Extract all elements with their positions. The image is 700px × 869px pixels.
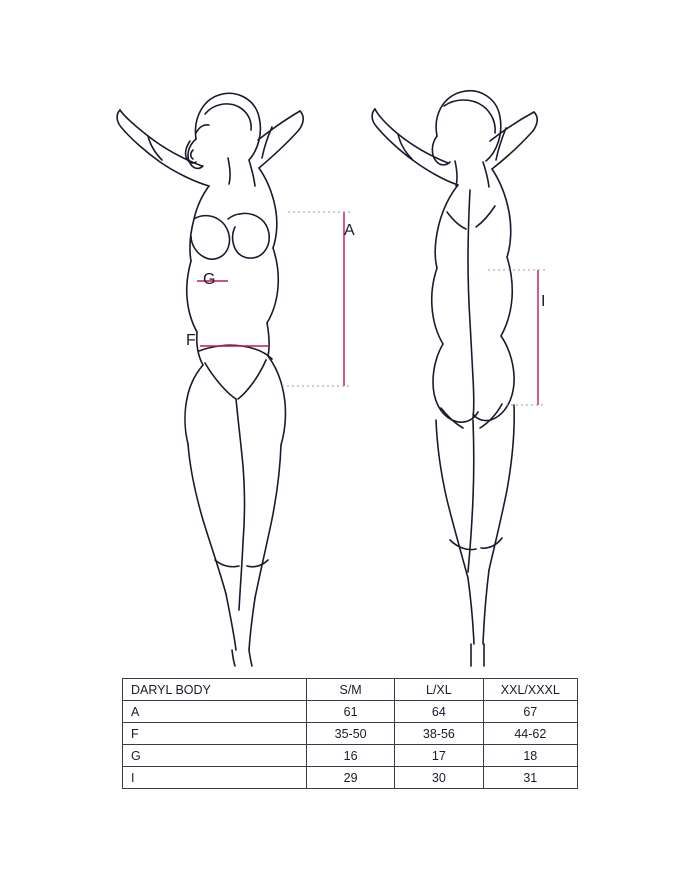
cell-g-sm: 16 xyxy=(307,745,395,767)
table-header-xxlxxxl: XXL/XXXL xyxy=(483,679,577,701)
table-row xyxy=(123,767,578,789)
cell-g-xxlxxxl: 18 xyxy=(483,745,577,767)
cell-g-lxl: 17 xyxy=(395,745,484,767)
row-label-f: F xyxy=(123,723,307,745)
table-row xyxy=(123,723,578,745)
table-header-row xyxy=(123,679,578,701)
row-label-g: G xyxy=(123,745,307,767)
table-header-lxl: L/XL xyxy=(395,679,484,701)
table-row xyxy=(123,745,578,767)
row-label-i: I xyxy=(123,767,307,789)
cell-i-xxlxxxl: 31 xyxy=(483,767,577,789)
row-label-a: A xyxy=(123,701,307,723)
size-table xyxy=(122,678,578,789)
table-header-sm: S/M xyxy=(307,679,395,701)
table-row xyxy=(123,701,578,723)
cell-f-lxl: 38-56 xyxy=(395,723,484,745)
cell-i-sm: 29 xyxy=(307,767,395,789)
measure-label-f: F xyxy=(186,332,196,349)
measure-label-a: A xyxy=(344,222,355,239)
cell-f-sm: 35-50 xyxy=(307,723,395,745)
cell-f-xxlxxxl: 44-62 xyxy=(483,723,577,745)
measure-label-i: I xyxy=(541,293,546,310)
cell-a-lxl: 64 xyxy=(395,701,484,723)
table-header-title: DARYL BODY xyxy=(123,679,307,701)
cell-a-sm: 61 xyxy=(307,701,395,723)
cell-i-lxl: 30 xyxy=(395,767,484,789)
measure-label-g: G xyxy=(203,271,216,288)
cell-a-xxlxxxl: 67 xyxy=(483,701,577,723)
